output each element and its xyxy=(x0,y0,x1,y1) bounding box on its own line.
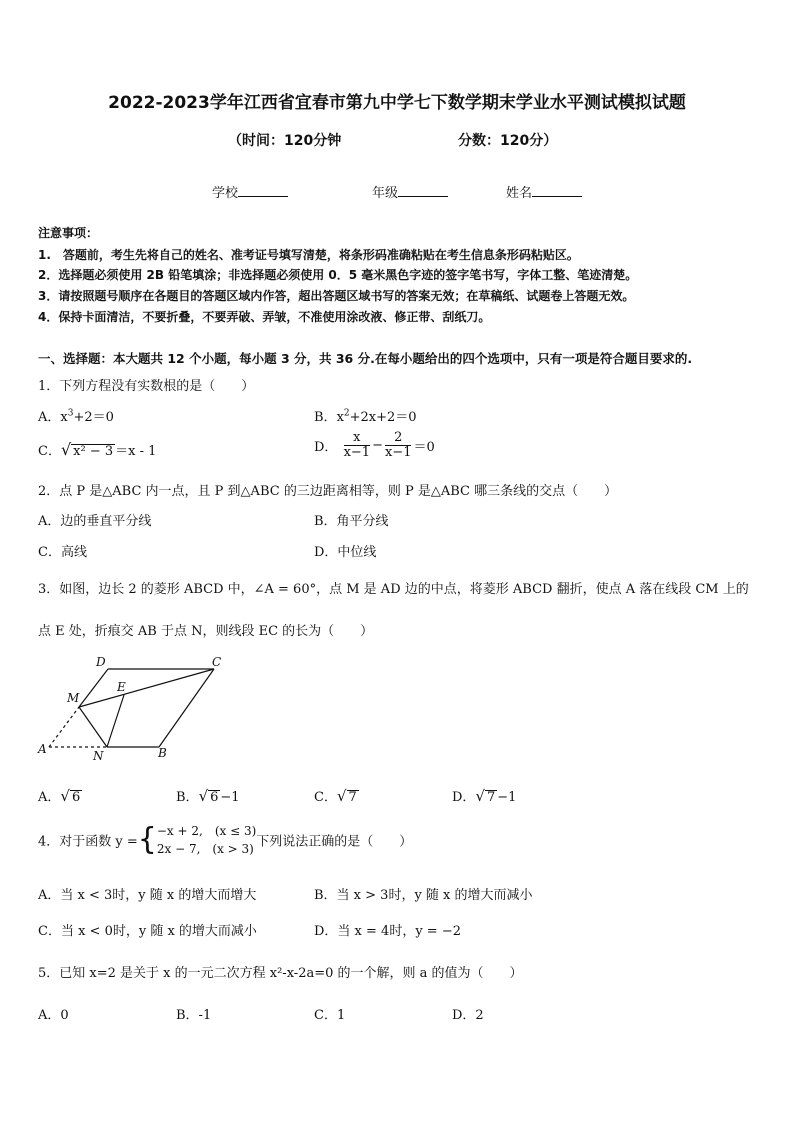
rhombus-figure xyxy=(30,650,230,770)
section-heading: 一、选择题：本大题共 12 个小题，每小题 3 分，共 36 分.在每小题给出的四个选项中，只有一项是符合题目要求的. xyxy=(38,351,693,366)
name-label: 姓名 xyxy=(506,186,533,201)
q2-option-c[interactable]: C．高线 xyxy=(38,545,87,560)
label-c: C xyxy=(212,655,222,669)
radicand: x² − 3 xyxy=(73,444,114,459)
label-n: N xyxy=(93,749,104,763)
question-4-stem xyxy=(38,822,412,858)
school-field[interactable] xyxy=(212,182,288,201)
q4-option-b[interactable]: B．当 x > 3时，y 随 x 的增大而减小 xyxy=(314,888,533,903)
question-5-stem: 5．已知 x=2 是关于 x 的一元二次方程 x²-x-2a=0 的一个解，则 a 的值为（ ） xyxy=(38,966,523,981)
fraction: $\frac{2}{x-1}$ xyxy=(384,430,412,460)
page-title: 2022-2023学年江西省宜春市第九中学七下数学期末学业水平测试模拟试题 xyxy=(108,93,686,113)
grade-label: 年级 xyxy=(372,186,399,201)
label-b: B xyxy=(158,746,167,760)
expr: −1 xyxy=(497,790,517,805)
label-m: M xyxy=(67,691,80,705)
question-2-stem: 2．点 P 是△ABC 内一点，且 P 到△ABC 的三边距离相等，则 P 是△ABC 哪三条线的交点（ ） xyxy=(38,484,618,499)
q1-option-b[interactable]: B．$x^2+2x+2=0$ xyxy=(314,408,417,425)
q1-option-a[interactable]: A．$x^3+2=0$ xyxy=(38,408,114,425)
q5-option-c[interactable]: C．1 xyxy=(314,1008,346,1023)
piece-1: −x + 2, (x ≤ 3) xyxy=(156,824,257,838)
q3-option-d[interactable]: D．√ 7 −1 xyxy=(452,787,517,805)
notice-item: 4．保持卡面清洁，不要折叠，不要弄破、弄皱，不准使用涂改液、修正带、刮纸刀。 xyxy=(38,310,491,324)
grade-blank[interactable] xyxy=(398,184,448,197)
option-label: D． xyxy=(452,790,476,805)
label-d: D xyxy=(96,655,106,669)
stem-text: 下列说法正确的是（ ） xyxy=(256,834,413,850)
name-blank[interactable] xyxy=(532,184,582,197)
grade-field[interactable] xyxy=(372,182,448,201)
piece-2: 2x − 7, (x > 3) xyxy=(156,842,254,856)
notice-item: 1. 答题前，考生先将自己的姓名、准考证号填写清楚，将条形码准确粘贴在考生信息条形码粘贴区。 xyxy=(38,248,579,262)
q4-option-d[interactable]: D．当 x = 4时，y = −2 xyxy=(314,924,461,939)
radicand: 6 xyxy=(71,790,81,805)
q2-option-d[interactable]: D．中位线 xyxy=(314,545,377,560)
option-label: D． xyxy=(314,440,338,455)
q4-option-a[interactable]: A．当 x < 3时，y 随 x 的增大而增大 xyxy=(38,888,257,903)
side-dm xyxy=(79,669,108,707)
q1-option-c[interactable]: C．√ x² − 3 ＝x - 1 xyxy=(38,440,157,459)
exam-time: （时间：120分钟 xyxy=(228,133,342,149)
stem-text: 4．对于函数 y = xyxy=(38,834,138,850)
expr: x xyxy=(60,410,68,425)
expr: ＝x - 1 xyxy=(115,444,157,459)
q5-option-a[interactable]: A．0 xyxy=(38,1008,69,1023)
q3-option-c[interactable]: C．√ 7 xyxy=(314,787,357,805)
question-3-stem-cont: 点 E 处，折痕交 AB 于点 N，则线段 EC 的长为（ ） xyxy=(38,624,374,639)
exam-score: 分数：120分） xyxy=(458,133,558,149)
school-label: 学校 xyxy=(212,186,239,201)
question-1-stem: 1．下列方程没有实数根的是（ ） xyxy=(38,379,255,394)
q2-option-b[interactable]: B．角平分线 xyxy=(314,514,389,529)
q2-option-a[interactable]: A．边的垂直平分线 xyxy=(38,514,152,529)
radicand: 7 xyxy=(348,790,357,805)
q3-option-a[interactable]: A．√ 6 xyxy=(38,787,81,805)
expr: ＝0 xyxy=(413,440,435,455)
radicand: 6 xyxy=(210,790,219,805)
segment-am-dashed xyxy=(49,707,79,747)
segment-mc xyxy=(79,669,214,707)
question-3-stem: 3．如图，边长 2 的菱形 ABCD 中，∠A = 60°，点 M 是 AD 边的中点，将菱形 ABCD 翻折，使点 A 落在线段 CM 上的 xyxy=(38,582,749,597)
option-label: C． xyxy=(38,444,61,459)
expr: x xyxy=(336,410,344,425)
q4-option-c[interactable]: C．当 x < 0时，y 随 x 的增大而减小 xyxy=(38,924,257,939)
label-a: A xyxy=(38,742,47,756)
expr: +2x+2＝0 xyxy=(349,410,417,425)
q1-option-d[interactable] xyxy=(314,431,435,460)
expr: −1 xyxy=(220,790,240,805)
notice-item: 3．请按照题号顺序在各题目的答题区域内作答，超出答题区域书写的答案无效；在草稿纸、试题卷上答题无效。 xyxy=(38,289,635,303)
q5-option-d[interactable]: D．2 xyxy=(452,1008,484,1023)
option-label: A． xyxy=(38,410,61,425)
piecewise xyxy=(157,822,256,858)
school-blank[interactable] xyxy=(238,184,288,197)
fraction: $\frac{x}{x-1}$ xyxy=(343,430,371,460)
label-e: E xyxy=(117,680,126,694)
name-field[interactable] xyxy=(506,182,582,201)
minus: − xyxy=(372,438,383,453)
segment-ne xyxy=(107,695,124,747)
notice-item: 2．选择题必须使用 2B 铅笔填涂；非选择题必须使用 0．5 毫米黑色字迹的签字笔书写，字体工整、笔迹清楚。 xyxy=(38,268,638,282)
q5-option-b[interactable]: B．-1 xyxy=(176,1008,212,1023)
notice-heading: 注意事项： xyxy=(38,226,99,240)
option-label: B． xyxy=(176,790,199,805)
segment-mn xyxy=(79,707,107,747)
option-label: C． xyxy=(314,790,337,805)
side-cb xyxy=(159,669,214,747)
option-label: B． xyxy=(314,410,337,425)
expr: +2＝0 xyxy=(73,410,114,425)
radicand: 7 xyxy=(487,790,496,805)
q3-option-b[interactable]: B．√ 6 −1 xyxy=(176,787,240,805)
brace: { xyxy=(137,822,157,857)
option-label: A． xyxy=(38,790,61,805)
